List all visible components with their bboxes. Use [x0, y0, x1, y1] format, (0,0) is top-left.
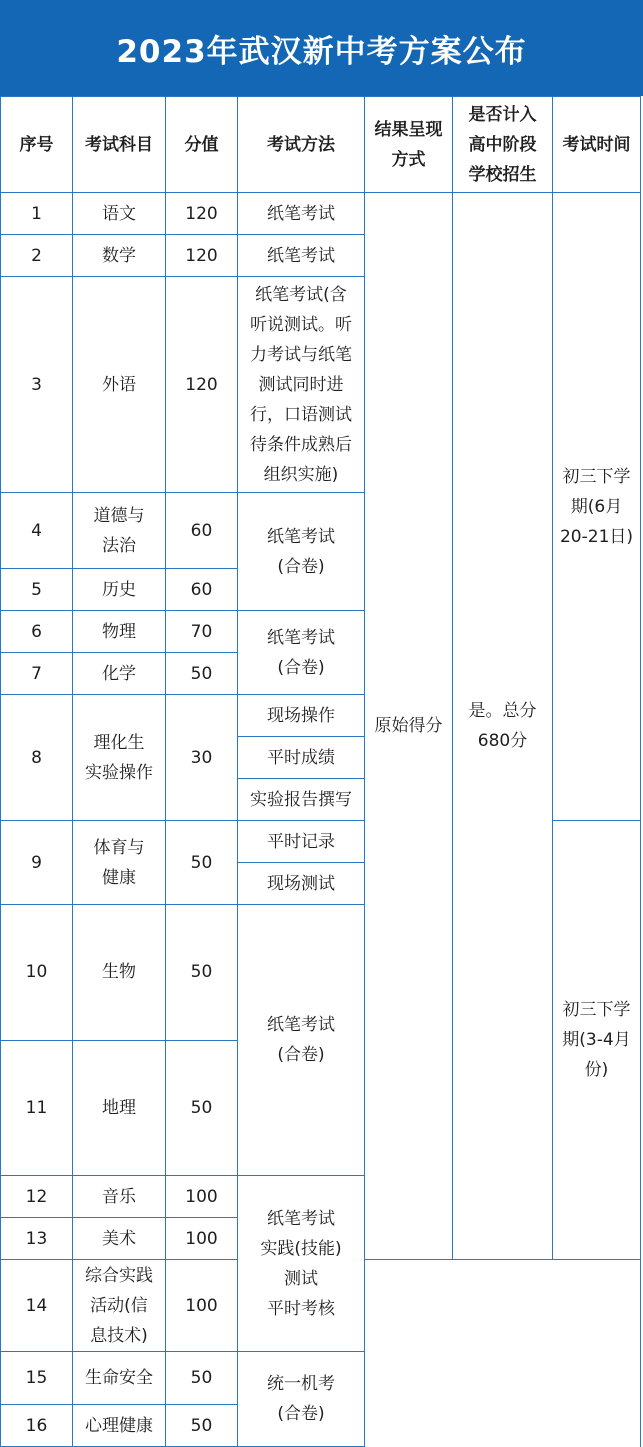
time-cell: 初三下学 期(6月 20-21日)	[553, 193, 641, 821]
page-title: 2023年武汉新中考方案公布	[116, 33, 527, 70]
method-cell: 纸笔考试	[238, 193, 365, 235]
table-row	[1, 193, 641, 235]
score-cell: 60	[166, 493, 238, 569]
time-cell: 初三下学 期(3-4月 份)	[553, 821, 641, 1260]
score-cell: 50	[166, 821, 238, 905]
score-cell: 120	[166, 235, 238, 277]
method-cell: 统一机考 (合卷)	[238, 1352, 365, 1447]
page-title-banner	[0, 0, 643, 96]
score-cell: 100	[166, 1260, 238, 1352]
header-cell: 考试方法	[238, 97, 365, 193]
row-number: 11	[1, 1040, 73, 1176]
row-number: 13	[1, 1218, 73, 1260]
subject-cell: 数学	[73, 235, 166, 277]
row-number: 1	[1, 193, 73, 235]
score-cell: 50	[166, 905, 238, 1041]
row-number: 9	[1, 821, 73, 905]
subject-cell: 美术	[73, 1218, 166, 1260]
score-cell: 60	[166, 569, 238, 611]
subject-cell: 理化生 实验操作	[73, 695, 166, 821]
row-number: 4	[1, 493, 73, 569]
row-number: 2	[1, 235, 73, 277]
header-cell: 结果呈现 方式	[365, 97, 453, 193]
method-cell: 纸笔考试 实践(技能) 测试 平时考核	[238, 1176, 365, 1352]
row-number: 12	[1, 1176, 73, 1218]
score-cell: 120	[166, 277, 238, 493]
subject-cell: 外语	[73, 277, 166, 493]
row-number: 15	[1, 1352, 73, 1405]
score-cell: 100	[166, 1176, 238, 1218]
row-number: 14	[1, 1260, 73, 1352]
row-number: 8	[1, 695, 73, 821]
score-cell: 120	[166, 193, 238, 235]
row-number: 6	[1, 611, 73, 653]
score-cell: 70	[166, 611, 238, 653]
score-cell: 50	[166, 653, 238, 695]
method-cell: 纸笔考试	[238, 235, 365, 277]
score-cell: 50	[166, 1352, 238, 1405]
counted-cell: 是。总分 680分	[453, 193, 553, 1260]
subject-cell: 心理健康	[73, 1405, 166, 1447]
method-cell: 纸笔考试 (合卷)	[238, 493, 365, 611]
exam-scheme-table	[0, 96, 641, 1447]
subject-cell: 地理	[73, 1040, 166, 1176]
score-cell: 30	[166, 695, 238, 821]
method-cell: 纸笔考试 (合卷)	[238, 905, 365, 1176]
subject-cell: 历史	[73, 569, 166, 611]
row-number: 16	[1, 1405, 73, 1447]
subject-cell: 生物	[73, 905, 166, 1041]
subject-cell: 化学	[73, 653, 166, 695]
header-cell: 是否计入 高中阶段 学校招生	[453, 97, 553, 193]
row-number: 5	[1, 569, 73, 611]
method-cell: 平时成绩	[238, 737, 365, 779]
method-cell: 纸笔考试(含 听说测试。听 力考试与纸笔 测试同时进 行，口语测试 待条件成熟后 组织实施)	[238, 277, 365, 493]
header-cell: 序号	[1, 97, 73, 193]
subject-cell: 音乐	[73, 1176, 166, 1218]
row-number: 7	[1, 653, 73, 695]
method-cell: 纸笔考试 (合卷)	[238, 611, 365, 695]
score-cell: 50	[166, 1040, 238, 1176]
method-cell: 平时记录	[238, 821, 365, 863]
subject-cell: 综合实践 活动(信 息技术)	[73, 1260, 166, 1352]
header-cell: 考试科目	[73, 97, 166, 193]
header-cell: 分值	[166, 97, 238, 193]
table-row	[1, 1352, 641, 1405]
row-number: 10	[1, 905, 73, 1041]
header-cell: 考试时间	[553, 97, 641, 193]
method-cell: 现场测试	[238, 863, 365, 905]
subject-cell: 物理	[73, 611, 166, 653]
subject-cell: 生命安全	[73, 1352, 166, 1405]
result-cell: 原始得分	[365, 193, 453, 1260]
row-number: 3	[1, 277, 73, 493]
method-cell: 现场操作	[238, 695, 365, 737]
score-cell: 100	[166, 1218, 238, 1260]
subject-cell: 道德与 法治	[73, 493, 166, 569]
table-header-row	[1, 97, 641, 193]
subject-cell: 语文	[73, 193, 166, 235]
subject-cell: 体育与 健康	[73, 821, 166, 905]
score-cell: 50	[166, 1405, 238, 1447]
method-cell: 实验报告撰写	[238, 779, 365, 821]
